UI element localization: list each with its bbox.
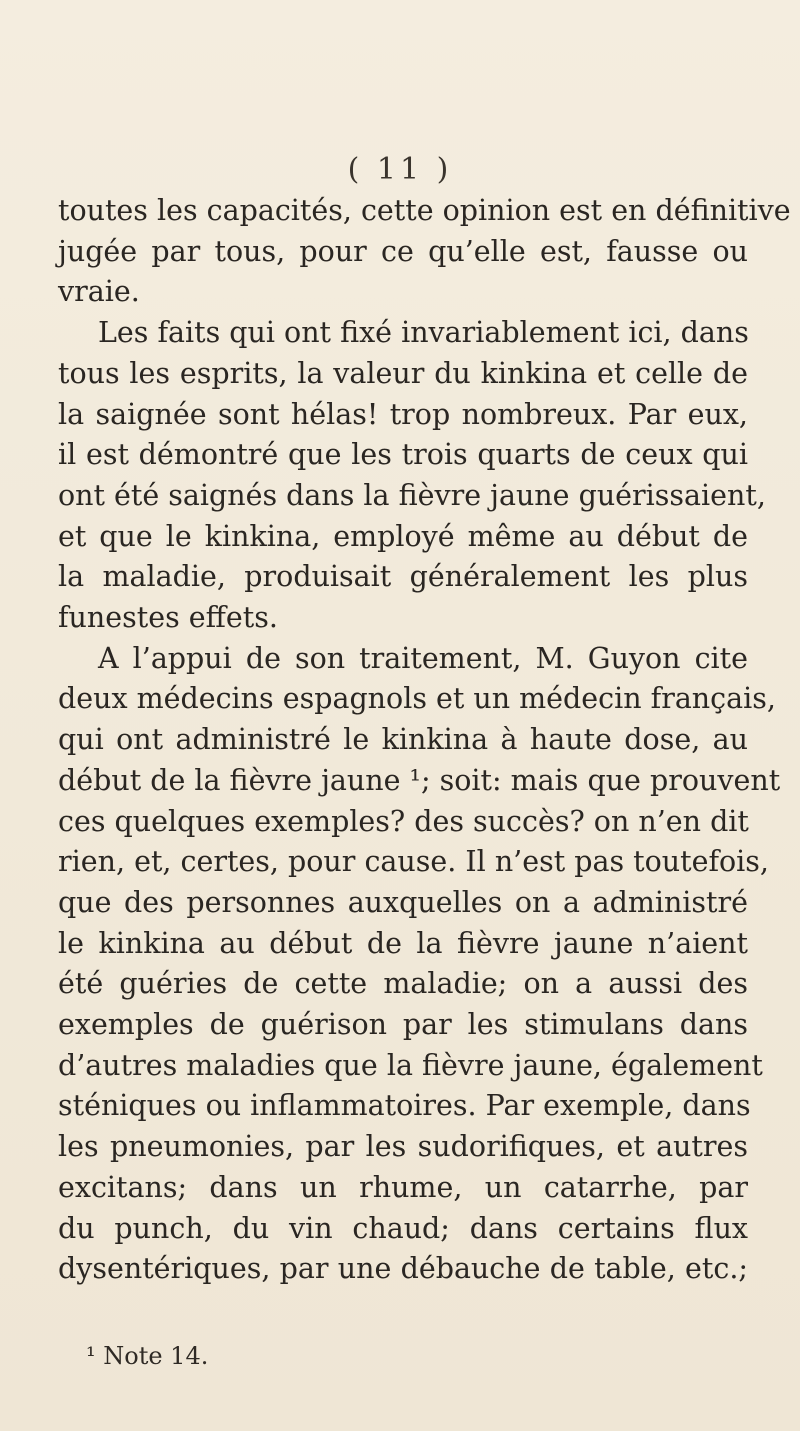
text-line: il est démontré que les trois quarts de ceux qui xyxy=(58,438,748,472)
text-line: ces quelques exemples? des succès? on n’en dit xyxy=(58,804,749,838)
body-text xyxy=(58,191,791,1290)
text-line: d’autres maladies que la fièvre jaune, également xyxy=(58,1048,763,1082)
text-line: excitans; dans un rhume, un catarrhe, par xyxy=(58,1170,748,1204)
text-line: que des personnes auxquelles on a administré xyxy=(58,885,748,919)
text-line: rien, et, certes, pour cause. Il n’est pas toutefois, xyxy=(58,845,769,879)
text-line: deux médecins espagnols et un médecin français, xyxy=(58,682,776,716)
text-line: sténiques ou inflammatoires. Par exemple, dans xyxy=(58,1089,751,1123)
text-line: ont été saignés dans la fièvre jaune guérissaient, xyxy=(58,478,766,512)
text-line: Les faits qui ont fixé invariablement ici, dans xyxy=(98,316,749,350)
text-line: le kinkina au début de la fièvre jaune n’aient xyxy=(58,926,748,960)
text-line: du punch, du vin chaud; dans certains flux xyxy=(58,1211,748,1245)
footnote: ¹ Note 14. xyxy=(86,1342,209,1370)
text-line: vraie. xyxy=(58,275,140,309)
text-line: tous les esprits, la valeur du kinkina et celle de xyxy=(58,356,748,390)
text-line: funestes effets. xyxy=(58,601,278,635)
text-line: été guéries de cette maladie; on a aussi des xyxy=(58,967,748,1001)
text-line: qui ont administré le kinkina à haute dose, au xyxy=(58,723,748,757)
text-line: les pneumonies, par les sudorifiques, et autres xyxy=(58,1130,748,1164)
text-line: dysentériques, par une débauche de table, etc.; xyxy=(58,1252,748,1286)
text-line: jugée par tous, pour ce qu’elle est, fausse ou xyxy=(58,234,748,268)
page-number: ( 11 ) xyxy=(347,152,453,187)
text-line: la maladie, produisait généralement les plus xyxy=(58,560,748,594)
text-line: la saignée sont hélas! trop nombreux. Par eux, xyxy=(58,397,748,431)
text-line: exemples de guérison par les stimulans dans xyxy=(58,1008,748,1042)
text-line: toutes les capacités, cette opinion est en définitive xyxy=(58,194,791,227)
text-line: A l’appui de son traitement, M. Guyon cite xyxy=(98,641,748,675)
text-line: début de la fièvre jaune ¹; soit: mais que prouvent xyxy=(58,763,781,797)
text-line: et que le kinkina, employé même au début de xyxy=(58,519,748,553)
